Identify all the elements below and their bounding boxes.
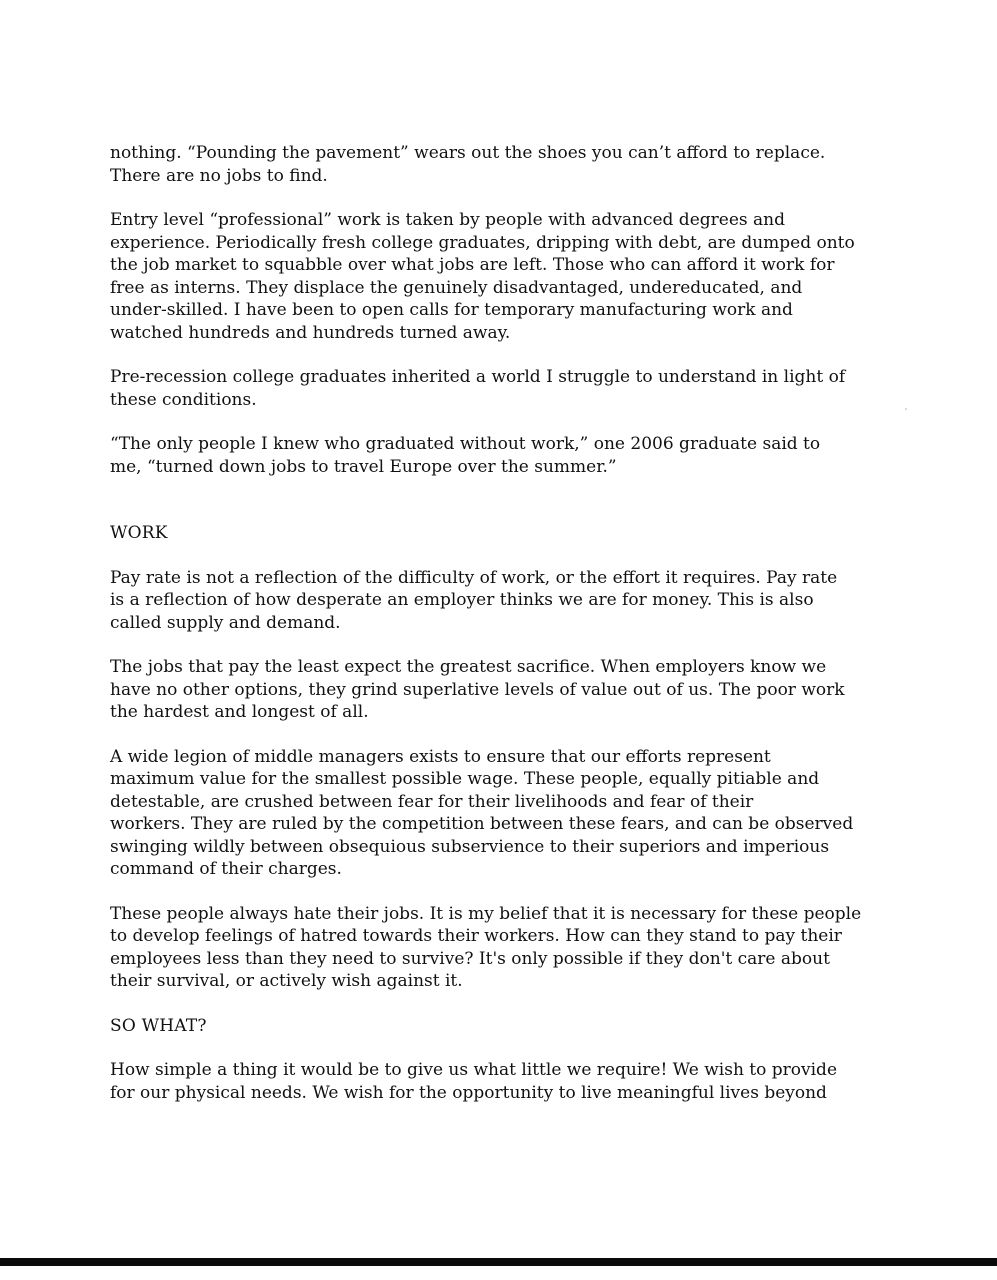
text-line: How simple a thing it would be to give us what little we require! We wish to provide bbox=[110, 1060, 837, 1080]
paragraph-middle-managers bbox=[110, 746, 870, 881]
text-line: swinging wildly between obsequious subservience to their superiors and imperious bbox=[110, 836, 830, 857]
text-line: their survival, or actively wish against it. bbox=[110, 971, 463, 991]
text-line: workers. They are ruled by the competition between these fears, and can be observed bbox=[110, 814, 854, 834]
text-line: The jobs that pay the least expect the greatest sacrifice. When employers know we bbox=[110, 657, 827, 677]
text-line: have no other options, they grind superlative levels of value out of us. The poor work bbox=[110, 679, 845, 700]
text-line: me, “turned down jobs to travel Europe over the summer.” bbox=[110, 456, 617, 477]
text-line: these conditions. bbox=[110, 389, 257, 410]
paragraph-jobs-to-find bbox=[110, 142, 870, 187]
text-line: watched hundreds and hundreds turned away. bbox=[110, 322, 511, 343]
scan-bottom-edge bbox=[0, 1258, 997, 1266]
document-page bbox=[110, 142, 870, 1126]
paragraph-pay-rate bbox=[110, 567, 870, 635]
text-line: experience. Periodically fresh college graduates, dripping with debt, are dumped onto bbox=[110, 232, 855, 253]
paragraph-entry-level bbox=[110, 209, 870, 344]
paragraph-pre-recession bbox=[110, 366, 870, 411]
paragraph-greatest-sacrifice bbox=[110, 656, 870, 724]
text-line: maximum value for the smallest possible wage. These people, equally pitiable and bbox=[110, 769, 820, 789]
text-line: under-skilled. I have been to open calls for temporary manufacturing work and bbox=[110, 300, 793, 320]
paragraph-quote-graduate bbox=[110, 433, 870, 478]
text-line: free as interns. They displace the genuinely disadvantaged, undereducated, and bbox=[110, 277, 803, 298]
paragraph-simple-thing bbox=[110, 1059, 870, 1104]
text-line: Pay rate is not a reflection of the difficulty of work, or the effort it requires. Pay rate bbox=[110, 567, 838, 588]
text-line: the hardest and longest of all. bbox=[110, 702, 369, 722]
text-line: Pre-recession college graduates inherited a world I struggle to understand in light of bbox=[110, 367, 846, 387]
text-line: nothing. “Pounding the pavement” wears out the shoes you can’t afford to replace. bbox=[110, 143, 826, 163]
text-line: detestable, are crushed between fear for their livelihoods and fear of their bbox=[110, 791, 754, 812]
section-heading-work: WORK bbox=[110, 523, 168, 543]
text-line: the job market to squabble over what jobs are left. Those who can afford it work for bbox=[110, 255, 835, 275]
text-line: These people always hate their jobs. It is my belief that it is necessary for these people bbox=[110, 903, 862, 924]
text-line: A wide legion of middle managers exists to ensure that our efforts represent bbox=[110, 746, 771, 767]
text-line: to develop feelings of hatred towards their workers. How can they stand to pay their bbox=[110, 926, 842, 946]
paragraph-hate-their-jobs bbox=[110, 903, 870, 993]
text-line: employees less than they need to survive? It's only possible if they don't care about bbox=[110, 948, 830, 969]
text-line: Entry level “professional” work is taken by people with advanced degrees and bbox=[110, 210, 785, 230]
text-line: “The only people I knew who graduated without work,” one 2006 graduate said to bbox=[110, 434, 821, 454]
text-line: called supply and demand. bbox=[110, 612, 341, 633]
text-line: There are no jobs to find. bbox=[110, 165, 328, 186]
section-heading-so-what: SO WHAT? bbox=[110, 1015, 207, 1036]
text-line: for our physical needs. We wish for the opportunity to live meaningful lives beyond bbox=[110, 1082, 827, 1103]
text-line: is a reflection of how desperate an employer thinks we are for money. This is also bbox=[110, 590, 814, 610]
text-line: command of their charges. bbox=[110, 859, 342, 879]
scan-speck bbox=[905, 408, 907, 410]
